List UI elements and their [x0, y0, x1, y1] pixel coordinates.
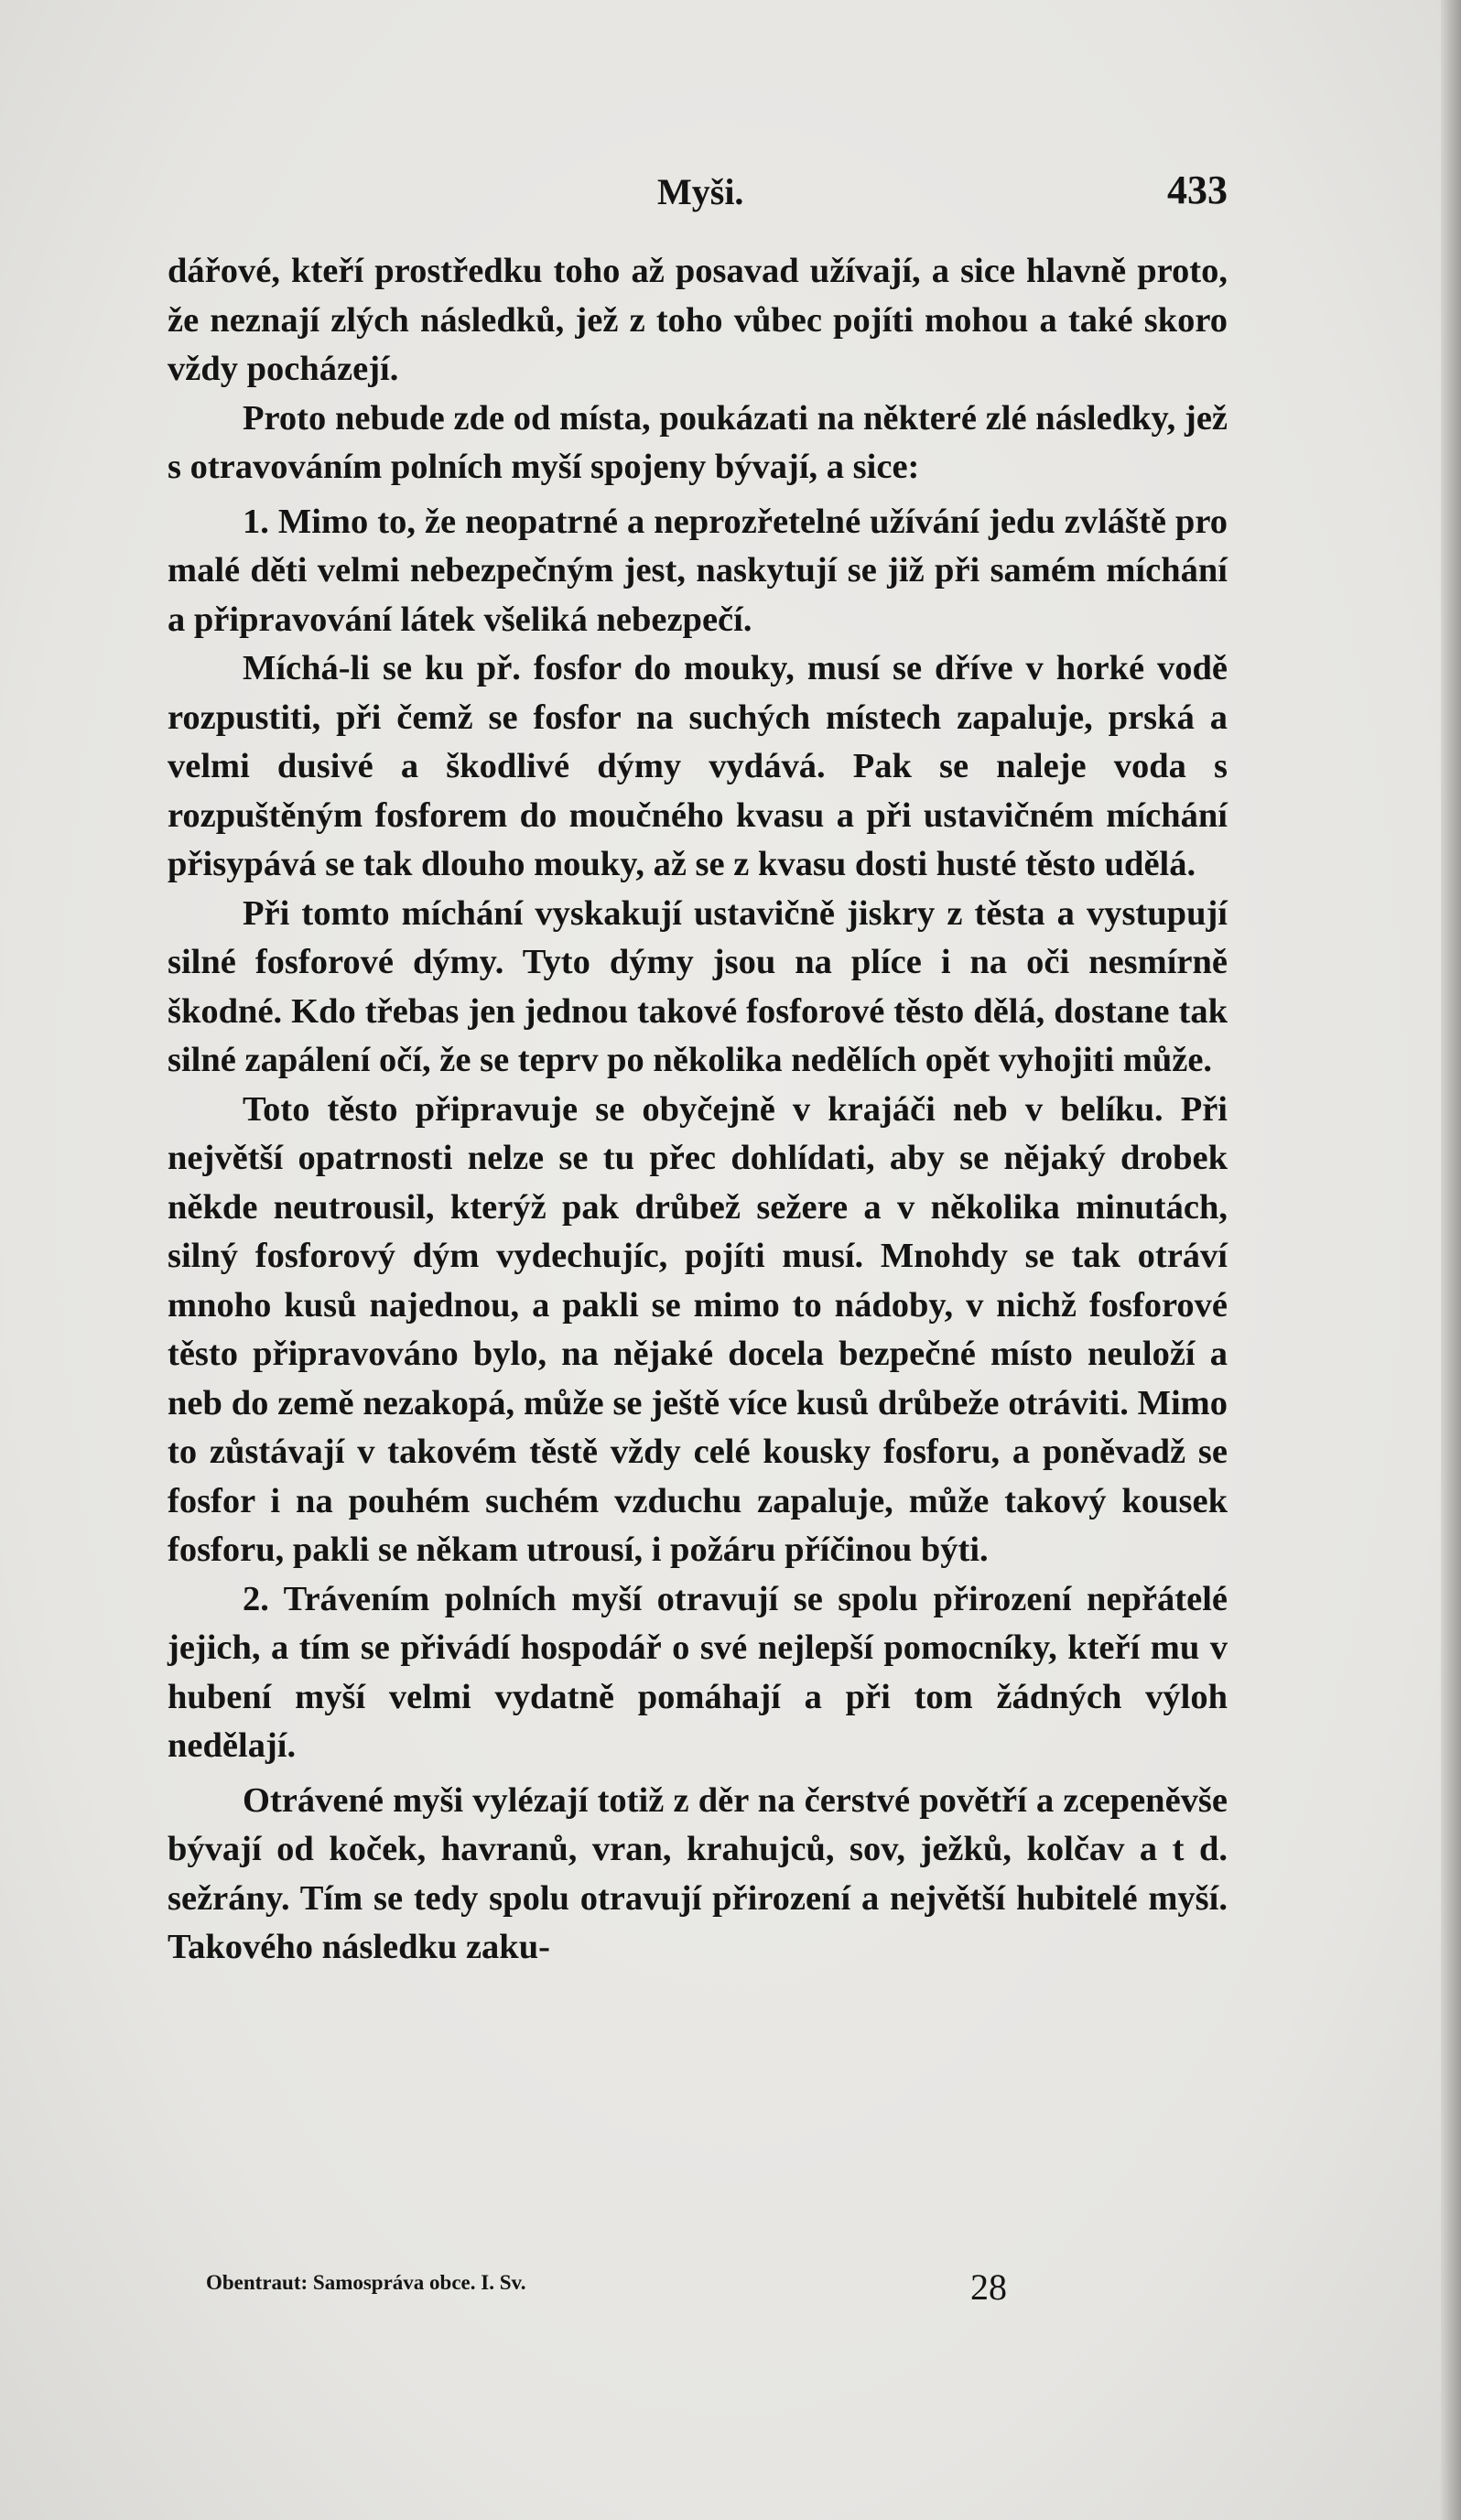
paragraph: dářové, kteří prostředku toho až posavad užívají, a sice hlavně proto, že neznají zlých následků, jež z toho vůbec pojíti mohou a také skoro vždy pocházejí.: [168, 252, 1228, 388]
running-header: [168, 161, 1228, 225]
footer-citation: Obentraut: Samospráva obce. I. Sv.: [206, 2271, 526, 2294]
page-edge-shadow: [1441, 0, 1461, 2520]
page-footer: [206, 2266, 1228, 2320]
paragraph: 1. Mimo to, že neopatrné a neprozřetelné užívání jedu zvláště pro malé děti velmi nebezpečným jest, naskytují se již při samém míchání a připravování látek všeliká nebezpečí.: [168, 502, 1228, 639]
signature-mark: 28: [970, 2266, 1007, 2308]
paragraph: Otrávené myši vylézají totiž z děr na čerstvé povětří a zcepeněvše bývají od koček, havranů, vran, krahujců, sov, ježků, kolčav a t d. sežrány. Tím se tedy spolu otravují přirození a největší hubitelé myší. Takového následku zaku-: [168, 1780, 1228, 1966]
page-number: 433: [1167, 168, 1228, 212]
body-text: [168, 247, 1228, 1973]
paragraph: Míchá-li se ku př. fosfor do mouky, musí se dříve v horké vodě rozpustiti, při čemž se fosfor na suchých místech zapaluje, prská a velmi dusivé a škodlivé dýmy vydává. Pak se naleje voda s rozpuštěným fosforem do moučného kvasu a při ustavičném míchání přisypává se tak dlouho mouky, až se z kvasu dosti husté těsto udělá.: [168, 649, 1228, 883]
paragraph: Při tomto míchání vyskakují ustavičně jiskry z těsta a vystupují silné fosforové dýmy. Tyto dýmy jsou na plíce i na oči nesmírně škodné. Kdo třebas jen jednou takové fosforové těsto dělá, dostane tak silné zapálení očí, že se teprv po několika nedělích opět vyhojiti může.: [168, 893, 1228, 1079]
paragraph: Proto nebude zde od místa, poukázati na některé zlé následky, jež s otravováním polních myší spojeny bývají, a sice:: [168, 398, 1228, 486]
paragraph: Toto těsto připravuje se obyčejně v krajáči neb v belíku. Při největší opatrnosti nelze se tu přec dohlídati, aby se nějaký drobek někde neutrousil, kterýž pak drůbež sežere a v několika minutách, silný fosforový dým vydechujíc, pojíti musí. Mnohdy se tak otráví mnoho kusů najednou, a pakli se mimo to nádoby, v nichž fosforové těsto připravováno bylo, na nějaké docela bezpečné místo neuloží a neb do země nezakopá, může se ještě více kusů drůbeže otráviti. Mimo to zůstávají v takovém těstě vždy celé kousky fosforu, a poněvadž se fosfor i na pouhém suchém vzduchu zapaluje, může takový kousek fosforu, pakli se někam utrousí, i požáru příčinou býti.: [168, 1089, 1228, 1569]
running-title: Myši.: [657, 171, 744, 212]
paragraph: 2. Trávením polních myší otravují se spolu přirození nepřátelé jejich, a tím se přivádí hospodář o své nejlepší pomocníky, kteří mu v hubení myší velmi vydatně pomáhají a při tom žádných výloh nedělají.: [168, 1579, 1228, 1765]
